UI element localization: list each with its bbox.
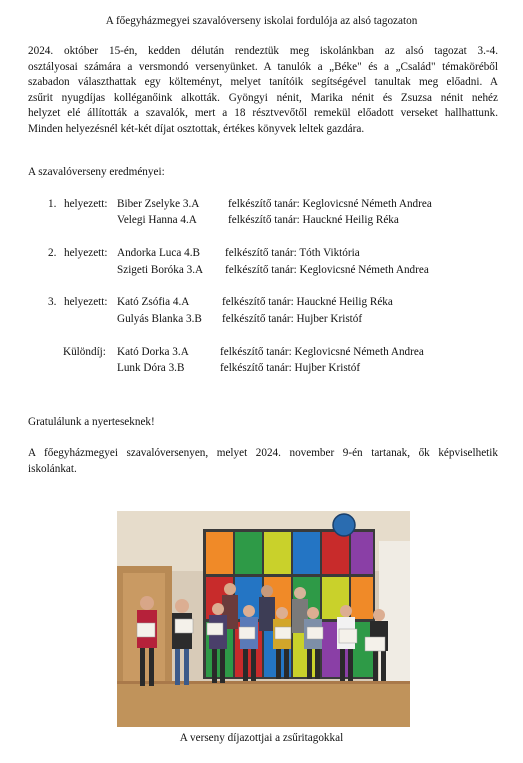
teacher-info: felkészítő tanár: Tóth Viktória [225,247,360,259]
student-name: Andorka Luca 4.B [117,247,200,259]
place-label: helyezett: [64,296,108,308]
teacher-info: felkészítő tanár: Hujber Kristóf [220,362,361,374]
place-number: 2. [48,247,57,259]
intro-line: szabadon választhattak egy költeményt, melyet tanítóik segítségével tanultak meg előadni. A [28,76,498,89]
photo-caption: A verseny díjazottjai a zsűritagokkal [179,732,344,744]
teacher-info: felkészítő tanár: Keglovicsné Németh Andrea [220,346,424,358]
student-name: Kató Zsófia 4.A [117,296,190,308]
student-name: Biber Zselyke 3.A [117,198,200,210]
place-label: Különdíj: [63,346,106,358]
teacher-info: felkészítő tanár: Keglovicsné Németh Andrea [228,198,432,210]
place-label: helyezett: [64,198,108,210]
intro-line: Minden helyezésnél két-két díjat osztottak, értékes könyvek leltek gazdára. [28,122,365,135]
closing-line: A főegyházmegyei szavalóversenyen, melyet 2024. november 9-én tartanak, ők képviselhetik [28,447,498,459]
congratulations-text: Gratulálunk a nyerteseknek! [28,416,155,428]
intro-line: helyzet elé állították a szavalók, mert a 18 résztvevőtől remekül előadott verseket hallhattunk. [28,107,498,120]
group-photo [117,511,410,727]
place-number: 3. [48,296,57,308]
intro-line: 2024. október 15-én, kedden délután rendeztük meg iskolánkban az alsó tagozat 3.-4. [28,45,498,57]
place-number: 1. [48,198,57,210]
student-name: Lunk Dóra 3.B [117,362,185,374]
closing-paragraph [28,446,498,477]
intro-paragraph [28,44,498,138]
teacher-info: felkészítő tanár: Hauckné Heilig Réka [228,214,399,226]
results-heading: A szavalóverseny eredményei: [28,166,165,178]
teacher-info: felkészítő tanár: Hujber Kristóf [222,313,363,325]
place-label: helyezett: [64,247,108,259]
closing-line: iskolánkat. [28,462,77,475]
teacher-info: felkészítő tanár: Hauckné Heilig Réka [222,296,393,308]
student-name: Kató Dorka 3.A [117,346,189,358]
intro-line: osztályosai számára a versmondó versenyünket. A tanulók a „Béke" és a „Család" témaköréből [28,60,498,73]
student-name: Gulyás Blanka 3.B [117,313,202,325]
document-title: A főegyházmegyei szavalóverseny iskolai fordulója az alsó tagozaton [105,15,418,27]
teacher-info: felkészítő tanár: Keglovicsné Németh Andrea [225,264,429,276]
student-name: Velegi Hanna 4.A [117,214,197,226]
student-name: Szigeti Boróka 3.A [117,264,204,276]
intro-line: zsűrit nyugdíjas kolléganőink alkották. Gyöngyi nénit, Marika nénit és Zsuzsa nénit nehéz [28,91,498,104]
